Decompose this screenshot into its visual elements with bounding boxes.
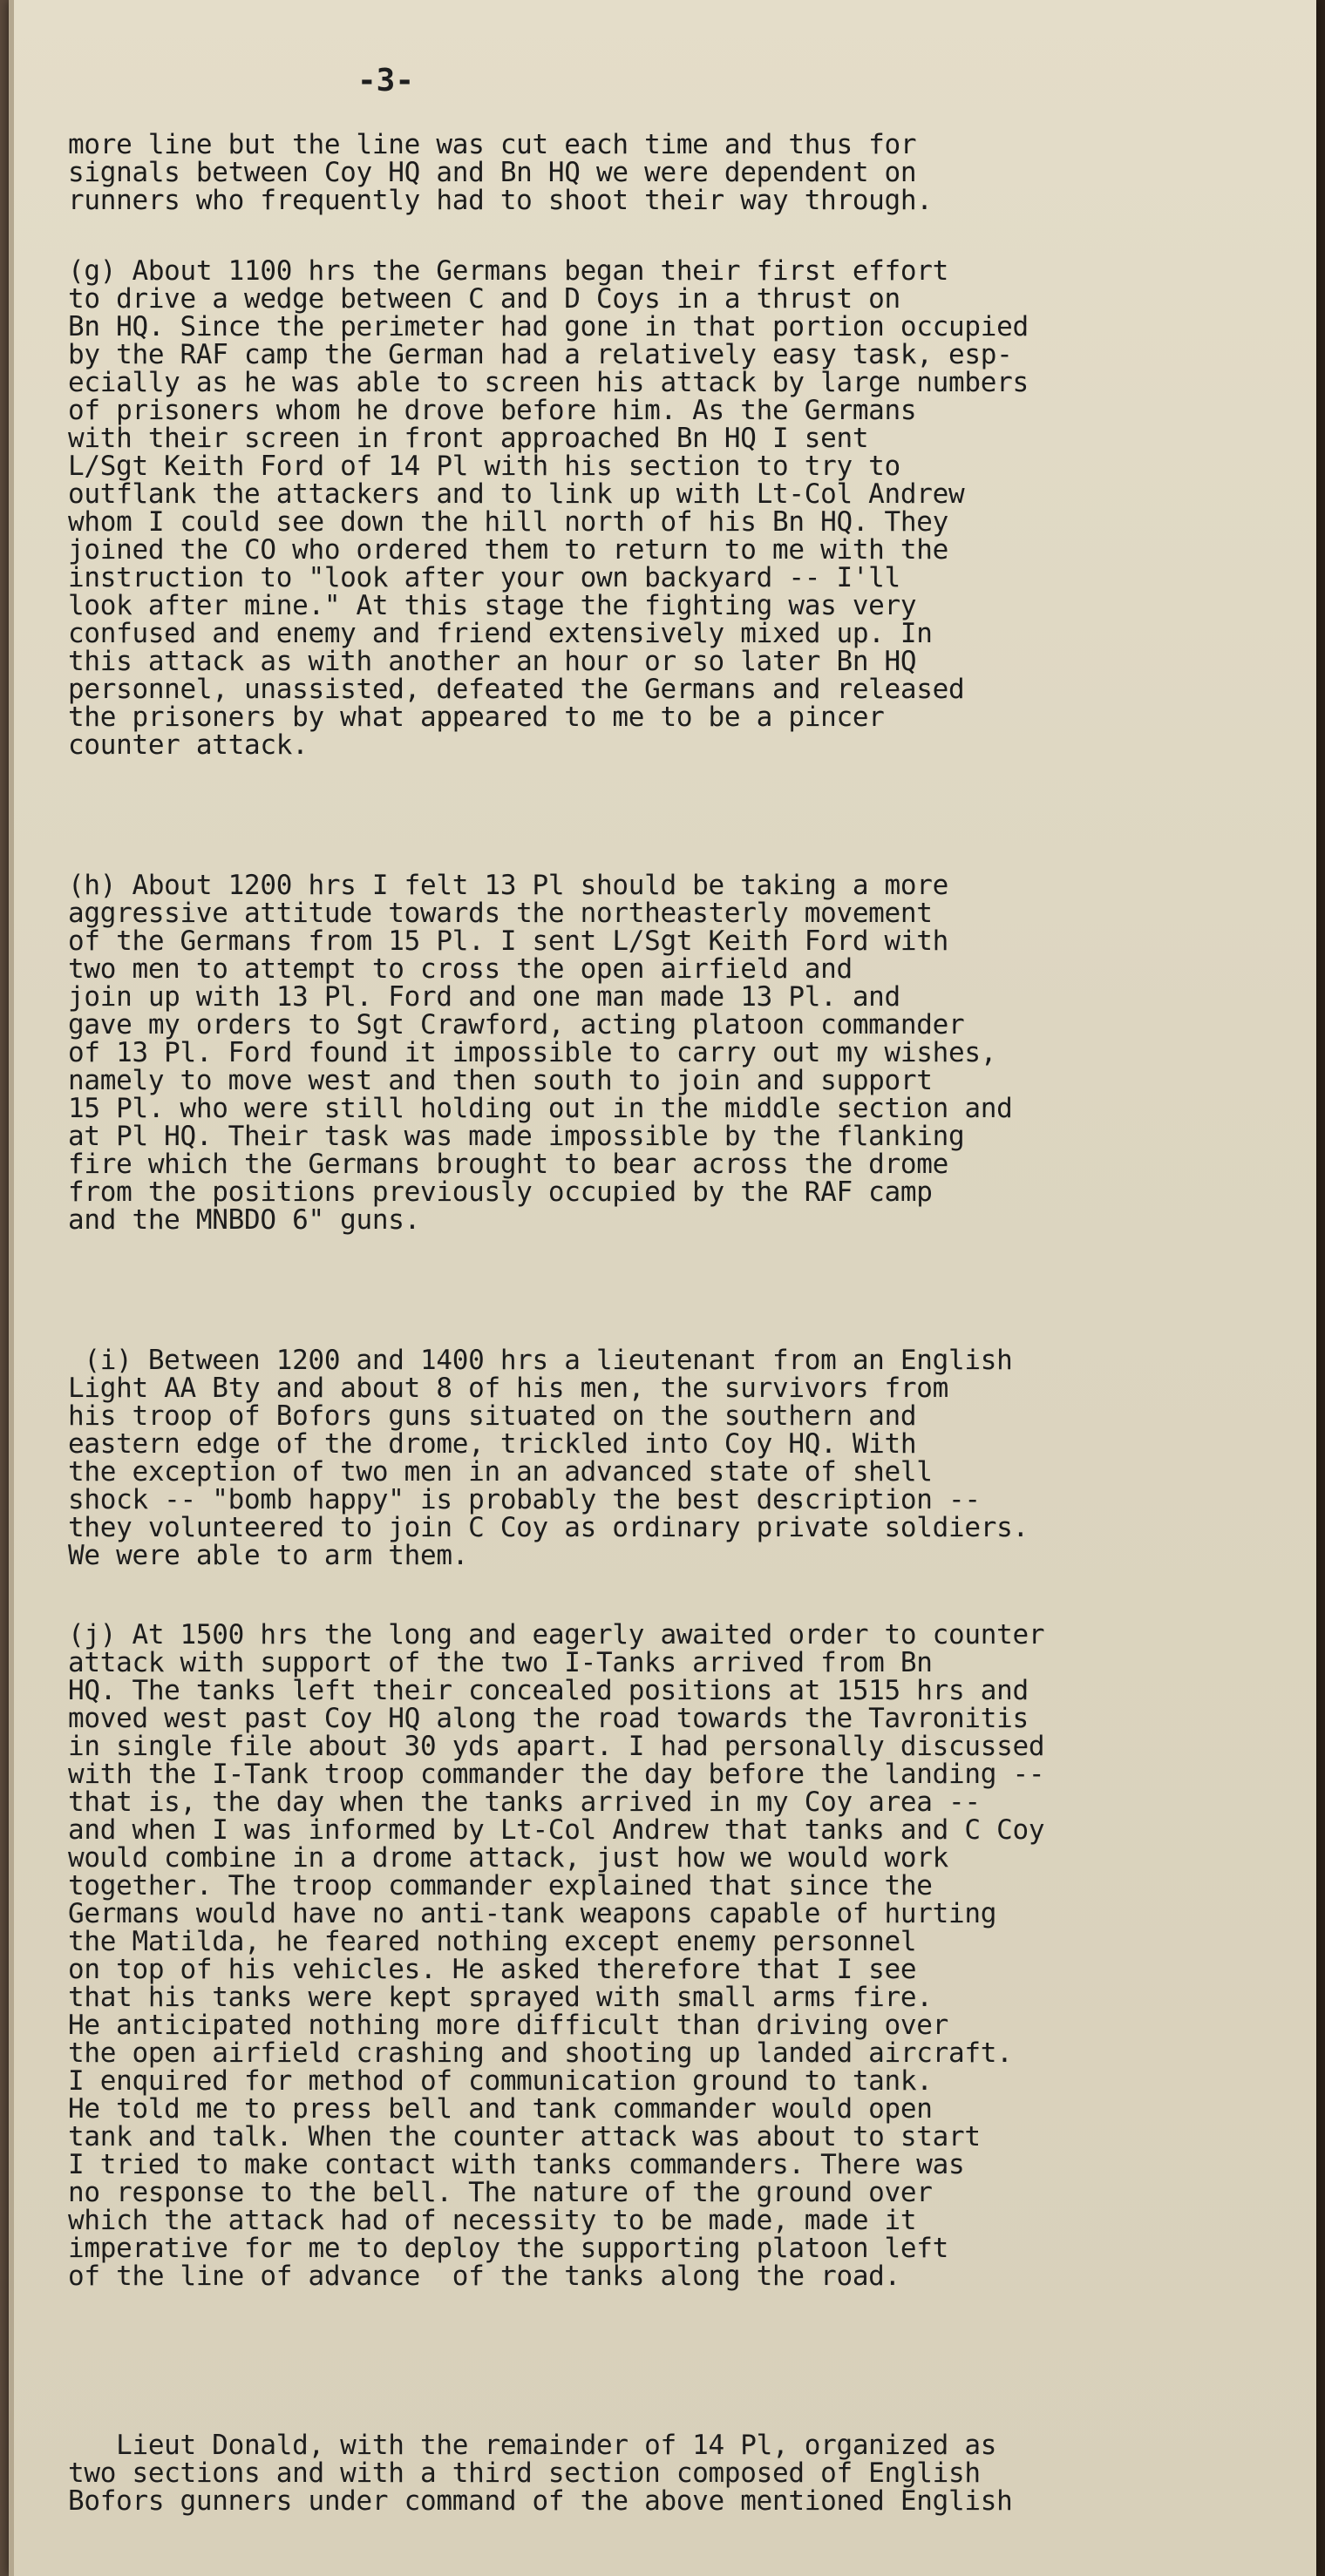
text-line: and the MNBDO 6" guns. xyxy=(68,1204,420,1236)
text-line: signals between Coy HQ and Bn HQ we were dependent on xyxy=(68,157,917,188)
text-line: (i) Between 1200 and 1400 hrs a lieutenant from an English xyxy=(68,1345,1013,1376)
text-line: attack with support of the two I-Tanks arrived from Bn xyxy=(68,1647,933,1678)
text-line: of the line of advance of the tanks along the road. xyxy=(68,2261,900,2292)
text-line: and when I was informed by Lt-Col Andrew that tanks and C Coy xyxy=(68,1814,1045,1846)
text-line: join up with 13 Pl. Ford and one man made 13 Pl. and xyxy=(68,981,900,1013)
typed-page xyxy=(9,0,1316,2576)
text-line: outflank the attackers and to link up with Lt-Col Andrew xyxy=(68,478,965,510)
text-line: by the RAF camp the German had a relatively easy task, esp- xyxy=(68,339,1013,370)
text-line: instruction to "look after your own backyard -- I'll xyxy=(68,562,900,593)
text-line: tank and talk. When the counter attack was about to start xyxy=(68,2121,981,2152)
paragraph-final xyxy=(68,2431,1271,2515)
text-line: aggressive attitude towards the northeasterly movement xyxy=(68,898,933,929)
text-line: We were able to arm them. xyxy=(68,1540,469,1571)
text-line: the prisoners by what appeared to me to be a pincer xyxy=(68,702,885,733)
paragraph-i xyxy=(68,1346,1271,1569)
text-line: Lieut Donald, with the remainder of 14 Pl, organized as xyxy=(68,2430,997,2461)
text-line: Bofors gunners under command of the above mentioned English xyxy=(68,2485,1013,2517)
text-line: with their screen in front approached Bn HQ I sent xyxy=(68,423,869,454)
text-line: together. The troop commander explained that since the xyxy=(68,1870,933,1901)
text-line: runners who frequently had to shoot their way through. xyxy=(68,185,933,216)
text-line: eastern edge of the drome, trickled into Coy HQ. With xyxy=(68,1428,917,1460)
text-line: with the I-Tank troop commander the day before the landing -- xyxy=(68,1759,1045,1790)
text-line: counter attack. xyxy=(68,729,309,761)
text-line: Bn HQ. Since the perimeter had gone in that portion occupied xyxy=(68,311,1029,342)
text-line: at Pl HQ. Their task was made impossible by the flanking xyxy=(68,1121,965,1152)
text-line: L/Sgt Keith Ford of 14 Pl with his section to try to xyxy=(68,451,900,482)
text-line: moved west past Coy HQ along the road towards the Tavronitis xyxy=(68,1703,1029,1734)
page-edge xyxy=(9,0,14,2576)
text-line: (h) About 1200 hrs I felt 13 Pl should be taking a more xyxy=(68,870,948,901)
text-line: namely to move west and then south to join and support xyxy=(68,1065,933,1096)
paragraph-h xyxy=(68,871,1271,1234)
paragraph-g xyxy=(68,257,1271,759)
text-line: confused and enemy and friend extensively mixed up. In xyxy=(68,618,933,649)
text-line: of 13 Pl. Ford found it impossible to carry out my wishes, xyxy=(68,1037,997,1068)
text-line: to drive a wedge between C and D Coys in a thrust on xyxy=(68,283,900,315)
text-line: the Matilda, he feared nothing except enemy personnel xyxy=(68,1926,917,1957)
text-line: fire which the Germans brought to bear across the drome xyxy=(68,1149,948,1180)
text-line: that his tanks were kept sprayed with small arms fire. xyxy=(68,1982,933,2013)
text-line: his troop of Bofors guns situated on the southern and xyxy=(68,1400,917,1432)
text-line: imperative for me to deploy the supporting platoon left xyxy=(68,2233,948,2264)
text-line: more line but the line was cut each time and thus for xyxy=(68,129,917,160)
text-line: Germans would have no anti-tank weapons capable of hurting xyxy=(68,1898,997,1929)
text-line: in single file about 30 yds apart. I had personally discussed xyxy=(68,1731,1045,1762)
text-line: I enquired for method of communication ground to tank. xyxy=(68,2065,933,2097)
text-line: 15 Pl. who were still holding out in the middle section and xyxy=(68,1093,1013,1124)
text-line: look after mine." At this stage the fighting was very xyxy=(68,590,917,621)
text-line: this attack as with another an hour or so later Bn HQ xyxy=(68,646,917,677)
text-line: would combine in a drome attack, just how we would work xyxy=(68,1842,948,1874)
text-line: (j) At 1500 hrs the long and eagerly awaited order to counter xyxy=(68,1619,1045,1651)
text-line: they volunteered to join C Coy as ordinary private soldiers. xyxy=(68,1512,1029,1543)
text-line: the open airfield crashing and shooting up landed aircraft. xyxy=(68,2037,1013,2069)
text-line: on top of his vehicles. He asked therefore that I see xyxy=(68,1954,917,1985)
text-line: the exception of two men in an advanced state of shell xyxy=(68,1456,933,1488)
text-line: He anticipated nothing more difficult than driving over xyxy=(68,2010,948,2041)
text-line: HQ. The tanks left their concealed positions at 1515 hrs and xyxy=(68,1675,1029,1706)
text-line: no response to the bell. The nature of the ground over xyxy=(68,2177,933,2208)
text-line: which the attack had of necessity to be made, made it xyxy=(68,2205,917,2236)
text-line: ecially as he was able to screen his attack by large numbers xyxy=(68,367,1029,398)
text-line: I tried to make contact with tanks commanders. There was xyxy=(68,2149,965,2180)
text-line: He told me to press bell and tank commander would open xyxy=(68,2093,933,2125)
paragraph-continuation xyxy=(68,131,1271,214)
text-line: Light AA Bty and about 8 of his men, the survivors from xyxy=(68,1373,948,1404)
text-line: shock -- "bomb happy" is probably the best description -- xyxy=(68,1484,981,1515)
text-line: that is, the day when the tanks arrived in my Coy area -- xyxy=(68,1786,981,1818)
text-line: whom I could see down the hill north of his Bn HQ. They xyxy=(68,506,948,538)
text-line: joined the CO who ordered them to return to me with the xyxy=(68,534,948,566)
text-line: gave my orders to Sgt Crawford, acting platoon commander xyxy=(68,1009,965,1041)
text-line: personnel, unassisted, defeated the Germans and released xyxy=(68,674,965,705)
text-line: (g) About 1100 hrs the Germans began their first effort xyxy=(68,255,948,287)
text-line: of the Germans from 15 Pl. I sent L/Sgt Keith Ford with xyxy=(68,925,948,957)
text-line: from the positions previously occupied by the RAF camp xyxy=(68,1176,933,1208)
text-line: of prisoners whom he drove before him. As the Germans xyxy=(68,395,917,426)
paragraph-j xyxy=(68,1621,1271,2290)
text-line: two men to attempt to cross the open airfield and xyxy=(68,953,853,985)
text-line: two sections and with a third section composed of English xyxy=(68,2457,981,2489)
page-number: -3- xyxy=(357,63,415,98)
